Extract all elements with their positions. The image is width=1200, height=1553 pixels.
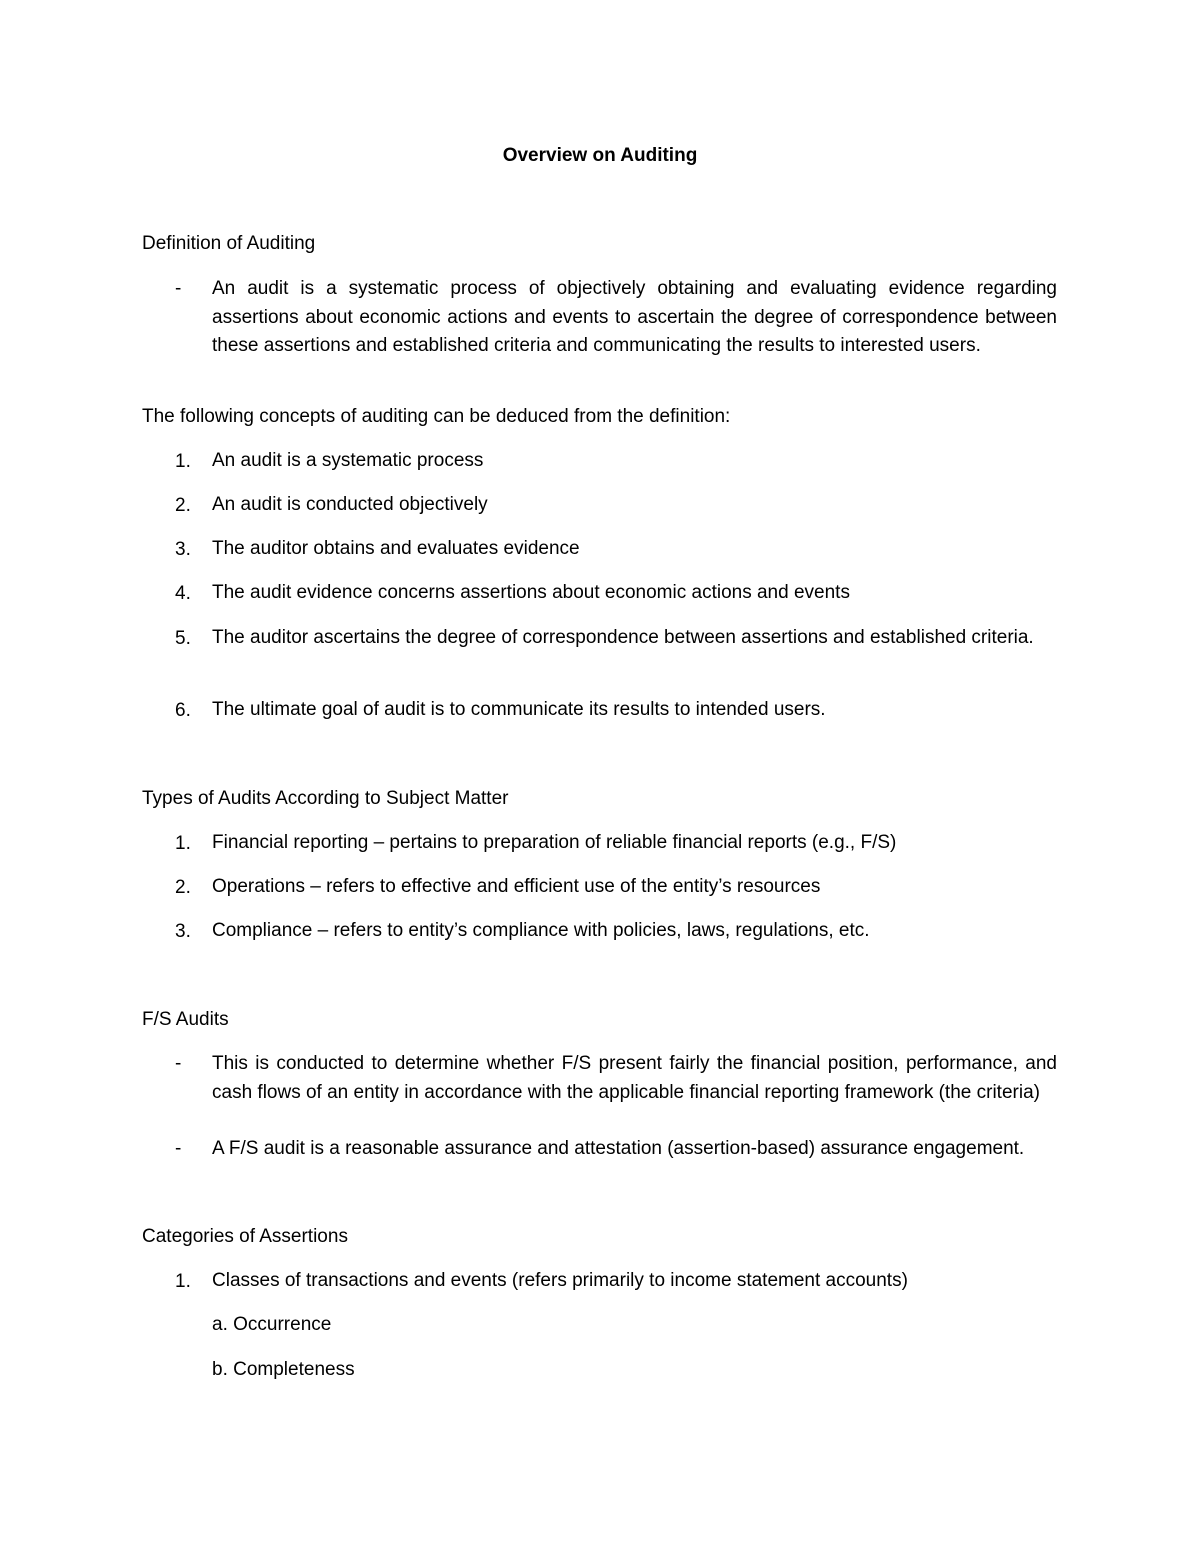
list-number: 5.	[175, 628, 191, 649]
definition-bullet-text: An audit is a systematic process of objectively obtaining and evaluating evidence regarding assertions about economic actions and events to ascertain the degree of correspondence between these assertions and established criteria and communicating the results to interested users.	[212, 278, 1057, 356]
list-number: 1.	[175, 833, 191, 854]
assertion-subitem: b. Completeness	[212, 1359, 355, 1380]
assertion-category-item: Classes of transactions and events (refers primarily to income statement accounts)	[212, 1270, 908, 1291]
audit-type-item: Compliance – refers to entity’s compliance with policies, laws, regulations, etc.	[212, 920, 870, 941]
bullet-marker: -	[175, 1138, 182, 1159]
section-heading-assertions: Categories of Assertions	[142, 1226, 348, 1247]
list-number: 1.	[175, 1271, 191, 1292]
concepts-intro: The following concepts of auditing can be deduced from the definition:	[142, 406, 731, 427]
section-heading-fs-audits: F/S Audits	[142, 1009, 229, 1030]
concept-item: An audit is conducted objectively	[212, 494, 488, 515]
assertion-subitem: a. Occurrence	[212, 1314, 332, 1335]
audit-type-item: Financial reporting – pertains to preparation of reliable financial reports (e.g., F/S)	[212, 832, 897, 853]
concept-item: An audit is a systematic process	[212, 450, 484, 471]
list-number: 3.	[175, 539, 191, 560]
fs-audit-bullet: A F/S audit is a reasonable assurance and attestation (assertion-based) assurance engagement.	[212, 1138, 1025, 1159]
concept-item: The auditor ascertains the degree of correspondence between assertions and established criteria.	[212, 627, 1034, 648]
audit-type-item: Operations – refers to effective and efficient use of the entity’s resources	[212, 876, 821, 897]
document-title: Overview on Auditing	[502, 145, 698, 166]
list-number: 6.	[175, 700, 191, 721]
list-number: 1.	[175, 451, 191, 472]
bullet-marker: -	[175, 278, 182, 299]
section-heading-types: Types of Audits According to Subject Matter	[142, 788, 509, 809]
fs-audit-bullet: This is conducted to determine whether F/S present fairly the financial position, performance, and cash flows of an entity in accordance with the applicable financial reporting framework (the criteria)	[212, 1053, 1057, 1103]
list-number: 2.	[175, 495, 191, 516]
list-number: 2.	[175, 877, 191, 898]
list-number: 4.	[175, 583, 191, 604]
list-number: 3.	[175, 921, 191, 942]
concept-item: The auditor obtains and evaluates evidence	[212, 538, 580, 559]
section-heading-definition: Definition of Auditing	[142, 233, 316, 254]
bullet-marker: -	[175, 1053, 182, 1074]
concept-item: The ultimate goal of audit is to communicate its results to intended users.	[212, 699, 826, 720]
concept-item: The audit evidence concerns assertions about economic actions and events	[212, 582, 850, 603]
